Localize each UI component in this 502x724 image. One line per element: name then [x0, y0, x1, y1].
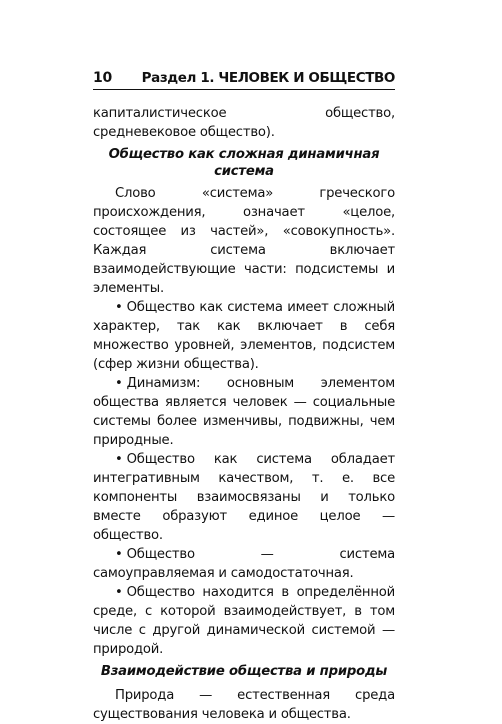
running-header	[93, 70, 395, 90]
bullet-icon: •	[115, 376, 123, 391]
intro-paragraph: Слово «система» греческого происхождения, означает «целое, состоящее из частей», «совокупность». Каждая система включает взаимодействующие части: подсистемы и элементы.	[93, 186, 395, 296]
bullet-paragraph	[93, 298, 395, 374]
bullet-icon: •	[115, 585, 123, 600]
page-number: 10	[93, 70, 112, 86]
bullet-text: Общество как система имеет сложный характер, так как включает в себя множество уровней, элементов, подсистем (сфер жизни общества).	[93, 300, 395, 372]
bullet-text: Общество находится в определённой среде, с которой взаимодействует, в том числе с другой динамической системой — природой.	[93, 585, 395, 657]
book-page	[93, 70, 395, 724]
bullet-icon: •	[115, 300, 123, 315]
bullet-icon: •	[115, 452, 123, 467]
section-heading-society-system: Общество как сложная динамичная система	[108, 147, 380, 179]
final-paragraph: Природа — естественная среда существования человека и общества.	[93, 688, 395, 722]
bullet-paragraph	[93, 450, 395, 545]
bullet-icon: •	[115, 547, 123, 562]
bullet-paragraph	[93, 374, 395, 450]
bullet-text: Динамизм: основным элементом общества является человек — социальные системы более изменчивы, подвижны, чем природные.	[93, 376, 395, 448]
section-heading-society-nature: Взаимодействие общества и природы	[100, 664, 388, 679]
section-title: Раздел 1. ЧЕЛОВЕК И ОБЩЕСТВО	[141, 70, 395, 86]
bullet-text: Общество как система обладает интегративным качеством, т. е. все компоненты взаимосвязаны и только вместе образуют единое целое — общество.	[93, 452, 395, 543]
bullet-text: Общество — система самоуправляемая и самодостаточная.	[93, 547, 395, 581]
bullet-paragraph	[93, 545, 395, 583]
continuation-paragraph: капиталистическое общество, средневековое общество).	[93, 106, 395, 140]
page-body	[93, 104, 395, 724]
bullet-paragraph	[93, 583, 395, 659]
